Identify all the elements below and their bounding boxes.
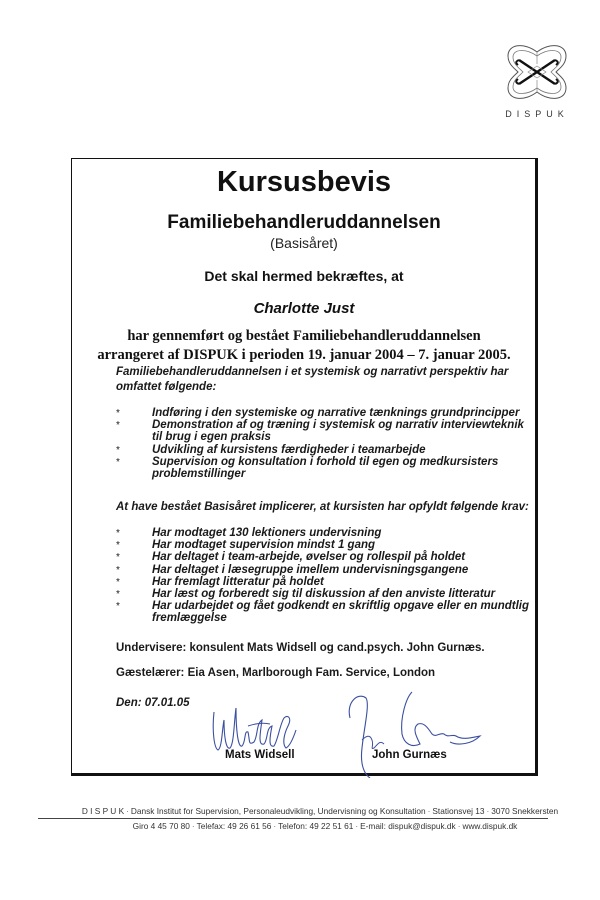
list-item-text: Har modtaget 130 lektioners undervisning	[152, 527, 382, 539]
signature-john-gurnaes	[340, 688, 500, 778]
signer-name-1: Mats Widsell	[225, 749, 295, 761]
footer-address-line: D I S P U K · Dansk Institut for Supervision, Personaleudvikling, Undervisning og Konsultation · Stationsvej 13 · 3070 Snekkersten	[81, 806, 559, 816]
list-item	[116, 551, 536, 563]
list-item-text: Udvikling af kursistens færdigheder i teamarbejde	[152, 443, 426, 456]
list-item	[116, 588, 536, 600]
footer-website: www.dispuk.dk	[462, 821, 518, 831]
issue-date: Den: 07.01.05	[116, 697, 190, 709]
guest-teacher-line: Gæstelærer: Eia Asen, Marlborough Fam. Service, London	[116, 667, 436, 679]
list-item	[116, 456, 536, 480]
list-item-text: Har modtaget supervision mindst 1 gang	[152, 539, 376, 552]
program-name: Familiebehandleruddannelsen	[167, 212, 441, 233]
requirements-intro: At have bestået Basisåret implicerer, at kursisten har opfyldt følgende krav:	[116, 501, 529, 513]
bullet-star: *	[116, 564, 120, 576]
bullet-star: *	[116, 528, 120, 539]
bullet-star: *	[116, 589, 120, 601]
bullet-star: *	[116, 408, 120, 419]
completion-line-2: arrangeret af DISPUK i perioden 19. januar 2004 – 7. januar 2005.	[97, 347, 511, 363]
footer-street: Stationsvej 13	[432, 806, 485, 816]
list-item	[116, 539, 536, 551]
list-item-text: Demonstration af og træning i systemisk og narrativ interviewteknik til brug i egen praksis	[152, 419, 524, 444]
list-item	[116, 527, 536, 539]
list-item-text: Supervision og konsultation i forhold til egen og medkursisters problemstillinger	[152, 455, 499, 481]
logo-wordmark: DISPUK	[505, 109, 569, 119]
content-intro-line-1: Familiebehandleruddannelsen i et systemisk og narrativt perspektiv har	[116, 366, 509, 378]
footer-city: 3070 Snekkersten	[491, 806, 559, 816]
bullet-star: *	[116, 552, 120, 564]
dispuk-knot-logo-icon	[504, 40, 570, 104]
certificate-title: Kursusbevis	[216, 166, 392, 198]
completion-statement	[71, 327, 537, 365]
completion-line-1: har gennemført og bestået Familiebehandleruddannelsen	[127, 328, 481, 344]
bullet-star: *	[116, 601, 120, 613]
footer-giro: Giro 4 45 70 80	[132, 821, 190, 831]
bullet-star: *	[116, 576, 120, 588]
list-item	[116, 444, 536, 456]
list-item	[116, 419, 536, 443]
bullet-star: *	[116, 456, 120, 468]
bullet-star: *	[116, 444, 120, 456]
list-item	[116, 576, 536, 588]
teachers-line: Undervisere: konsulent Mats Widsell og cand.psych. John Gurnæs.	[116, 642, 485, 654]
list-item-text: Har læst og forberedt sig til diskussion af den anviste litteratur	[152, 588, 496, 601]
footer-org: D I S P U K	[81, 806, 125, 816]
confirmation-text: Det skal hermed bekræftes, at	[204, 268, 404, 284]
list-item	[116, 407, 536, 419]
list-item	[116, 564, 536, 576]
footer-divider	[38, 818, 548, 819]
list-item-text: Har fremlagt litteratur på holdet	[152, 575, 324, 588]
requirements-list	[116, 527, 536, 625]
footer-email: E-mail: dispuk@dispuk.dk	[360, 821, 456, 831]
list-item-text: Indføring i den systemiske og narrative tænknings grundprincipper	[152, 407, 520, 419]
list-item-text: Har deltaget i team-arbejde, øvelser og rollespil på holdet	[152, 551, 466, 564]
participant-name: Charlotte Just	[253, 300, 355, 317]
signer-name-2: John Gurnæs	[372, 749, 447, 761]
list-item	[116, 600, 536, 624]
program-note: (Basisåret)	[270, 235, 338, 251]
footer-org-full-name: Dansk Institut for Supervision, Personaleudvikling, Undervisning og Konsultation	[130, 806, 426, 816]
bullet-star: *	[116, 420, 120, 432]
footer-phone: Telefon: 49 22 51 61	[278, 821, 354, 831]
content-list	[116, 407, 536, 480]
footer-contact-line: Giro 4 45 70 80 · Telefax: 49 26 61 56 · Telefon: 49 22 51 61 · E-mail: dispuk@dispuk.dk · www.dispuk.dk	[132, 821, 518, 831]
list-item-text: Har deltaget i læsegruppe imellem undervisningsgangene	[152, 563, 469, 576]
list-item-text: Har udarbejdet og fået godkendt en skriftlig opgave eller en mundtlig fremlæggelse	[152, 600, 529, 625]
dispuk-logo	[482, 40, 592, 120]
content-intro-line-2: omfattet følgende:	[116, 381, 217, 393]
footer-fax: Telefax: 49 26 61 56	[196, 821, 272, 831]
bullet-star: *	[116, 540, 120, 552]
content-intro	[116, 365, 536, 395]
